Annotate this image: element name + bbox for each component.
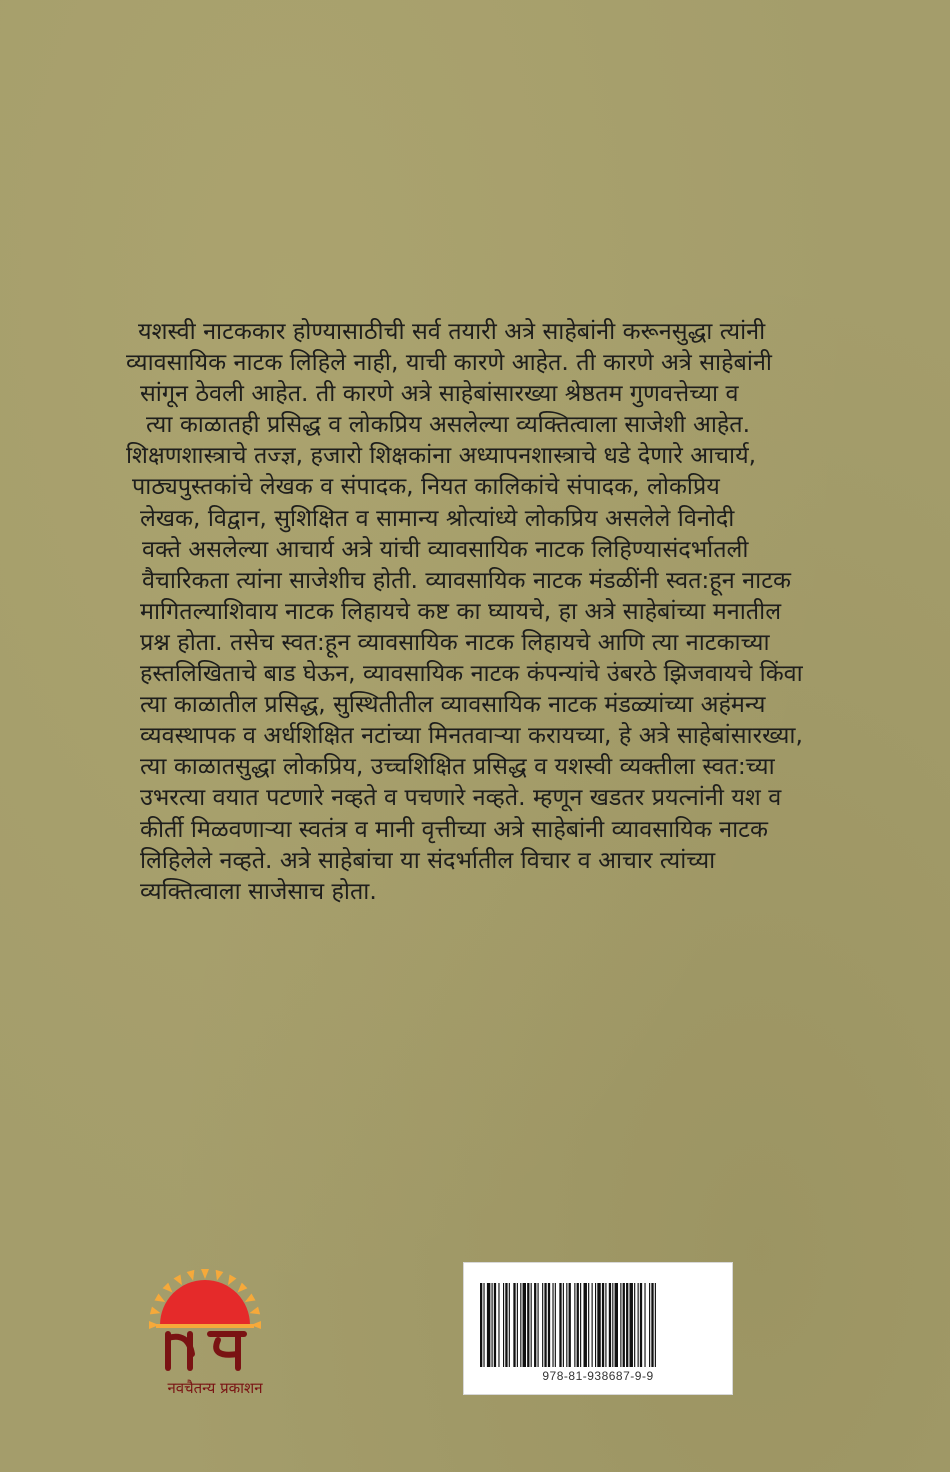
barcode-bar	[523, 1283, 526, 1367]
barcode-bar	[638, 1283, 639, 1367]
barcode-bar	[503, 1283, 504, 1367]
blurb-line: त्या काळातील प्रसिद्ध, सुस्थितीतील व्यावसायिक नाटक मंडळ्यांच्या अहंमन्य	[140, 690, 766, 719]
barcode-bar	[569, 1283, 571, 1367]
blurb-line: त्या काळातसुद्धा लोकप्रिय, उच्चशिक्षित प्रसिद्ध व यशस्वी व्यक्तीला स्वत:च्या	[140, 752, 775, 781]
barcode-bar	[584, 1283, 587, 1367]
blurb-line: कीर्ती मिळवणाऱ्या स्वतंत्र व मानी वृत्तीच्या अत्रे साहेबांनी व्यावसायिक नाटक	[140, 814, 768, 843]
blurb-line: व्यवस्थापक व अर्धशिक्षित नटांच्या मिनतवाऱ्या करायच्या, हे अत्रे साहेबांसारख्या,	[140, 721, 803, 750]
barcode-bar	[615, 1283, 618, 1367]
barcode-bar	[548, 1283, 550, 1367]
barcode	[463, 1262, 733, 1395]
publisher-name: नवचैतन्य प्रकाशन	[167, 1379, 263, 1397]
barcode-bar	[630, 1283, 633, 1367]
barcode-bar	[577, 1283, 579, 1367]
barcode-bar	[483, 1283, 484, 1367]
barcode-bar	[605, 1283, 606, 1367]
blurb-line: हस्तलिखिताचे बाड घेऊन, व्यावसायिक नाटक कंपन्यांचे उंबरठे झिजवायचे किंवा	[140, 659, 803, 688]
barcode-bar	[517, 1283, 518, 1367]
blurb-line: शिक्षणशास्त्राचे तज्ज्ञ, हजारो शिक्षकांना अध्यापनशास्त्राचे धडे देणारे आचार्य,	[126, 441, 757, 470]
barcode-bar	[592, 1283, 593, 1367]
barcode-bar	[559, 1283, 561, 1367]
barcode-bar	[487, 1283, 490, 1367]
barcode-bar	[634, 1283, 635, 1367]
barcode-bar	[513, 1283, 515, 1367]
isbn-number: 978-81-938687-9-9	[542, 1369, 654, 1383]
blurb-line: मागितल्याशिवाय नाटक लिहायचे कष्ट का घ्यायचे, हा अत्रे साहेबांच्या मनातील	[140, 596, 782, 625]
rising-sun-logo-icon	[140, 1262, 330, 1382]
blurb-line: लिहिलेले नव्हते. अत्रे साहेबांचा या संदर्भातील विचार व आचार त्यांच्या	[140, 845, 716, 874]
barcode-bar	[509, 1283, 510, 1367]
barcode-bar	[602, 1283, 604, 1367]
barcode-bar	[544, 1283, 546, 1367]
blurb-line: व्यक्तित्वाला साजेसाच होता.	[140, 876, 377, 905]
barcode-bar	[566, 1283, 567, 1367]
blurb-line: वक्ते असलेल्या आचार्य अत्रे यांची व्यावसायिक नाटक लिहिण्यासंदर्भातली	[142, 534, 749, 563]
blurb-line: वैचारिकता त्यांना साजेशीच होती. व्यावसायिक नाटक मंडळींनी स्वत:हून नाटक	[142, 565, 791, 594]
barcode-bar	[552, 1283, 553, 1367]
barcode-bar	[580, 1283, 581, 1367]
barcode-bar	[555, 1283, 556, 1367]
barcode-bar	[492, 1283, 493, 1367]
barcode-bar	[655, 1283, 656, 1367]
blurb-line: उभरत्या वयात पटणारे नव्हते व पचणारे नव्हते. म्हणून खडतर प्रयत्नांनी यश व	[140, 783, 782, 812]
barcode-bar	[651, 1283, 653, 1367]
barcode-bar	[542, 1283, 543, 1367]
barcode-bar	[644, 1283, 645, 1367]
blurb-line: व्यावसायिक नाटक लिहिले नाही, याची कारणे आहेत. ती कारणे अत्रे साहेबांनी	[126, 348, 772, 377]
barcode-bars	[480, 1283, 718, 1367]
blurb-line: लेखक, विद्वान, सुशिक्षित व सामान्य श्रोत्यांध्ये लोकप्रिय असलेले विनोदी	[140, 503, 735, 532]
barcode-bar	[534, 1283, 536, 1367]
blurb-line: सांगून ठेवली आहेत. ती कारणे अत्रे साहेबांसारख्या श्रेष्ठतम गुणवत्तेच्या व	[140, 379, 739, 408]
barcode-bar	[527, 1283, 529, 1367]
barcode-bar	[626, 1283, 628, 1367]
barcode-bar	[609, 1283, 611, 1367]
barcode-bar	[620, 1283, 621, 1367]
barcode-bar	[588, 1283, 589, 1367]
barcode-bar	[480, 1283, 482, 1367]
barcode-bar	[520, 1283, 521, 1367]
blurb-line: पाठ्यपुस्तकांचे लेखक व संपादक, नियत कालिकांचे संपादक, लोकप्रिय	[132, 472, 720, 501]
blurb-text	[126, 316, 906, 907]
barcode-bar	[595, 1283, 596, 1367]
blurb-line: त्या काळातही प्रसिद्ध व लोकप्रिय असलेल्या व्यक्तित्वाला साजेशी आहेत.	[146, 410, 751, 439]
barcode-bar	[563, 1283, 564, 1367]
barcode-bar	[597, 1283, 600, 1367]
blurb-line: यशस्वी नाटककार होण्यासाठीची सर्व तयारी अत्रे साहेबांनी करूनसुद्धा त्यांनी	[138, 317, 766, 345]
barcode-bar	[531, 1283, 532, 1367]
barcode-bar	[498, 1283, 499, 1367]
barcode-bar	[494, 1283, 496, 1367]
barcode-bar	[649, 1283, 650, 1367]
barcode-bar	[623, 1283, 625, 1367]
barcode-bar	[640, 1283, 642, 1367]
blurb-line: प्रश्न होता. तसेच स्वत:हून व्यावसायिक नाटक लिहायचे आणि त्या नाटकाच्या	[140, 627, 770, 656]
barcode-bar	[538, 1283, 539, 1367]
barcode-bar	[505, 1283, 507, 1367]
barcode-bar	[574, 1283, 575, 1367]
barcode-bar	[612, 1283, 613, 1367]
